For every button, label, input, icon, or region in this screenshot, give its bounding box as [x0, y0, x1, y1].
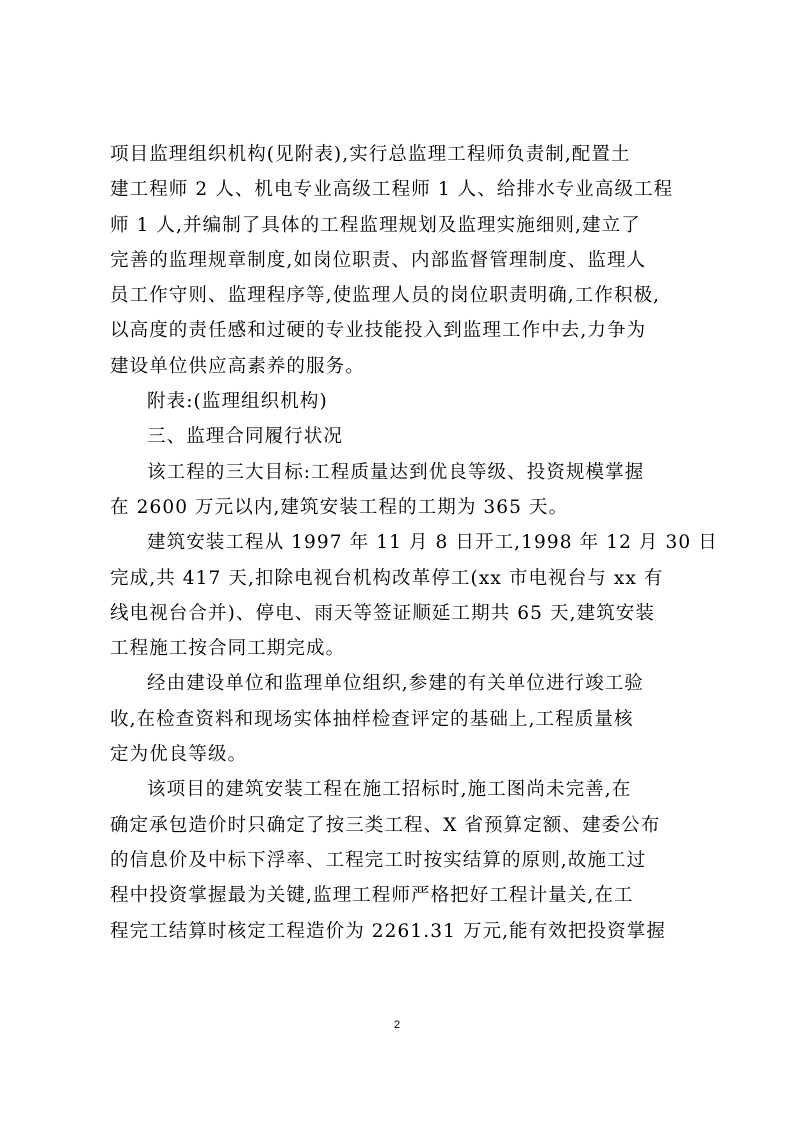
- section-heading: 三、监理合同履行状况: [147, 426, 344, 448]
- text-line: 以高度的责任感和过硬的专业技能投入到监理工作中去,力争为: [110, 320, 647, 342]
- text-line: 项目监理组织机构(见附表),实行总监理工程师负责制,配置土: [110, 144, 631, 165]
- text-line: 建设单位供应高素养的服务。: [110, 355, 365, 377]
- text-line: 线电视台合并)、停电、雨天等签证顺延工期共 65 天,建筑安装: [110, 602, 656, 624]
- text-line: 程完工结算时核定工程造价为 2261.31 万元,能有效把投资掌握: [110, 920, 666, 942]
- text-line: 定为优良等级。: [110, 744, 248, 766]
- text-line: 经由建设单位和监理单位组织,参建的有关单位进行竣工验: [147, 673, 644, 695]
- text-line: 的信息价及中标下浮率、工程完工时按实结算的原则,故施工过: [110, 849, 647, 871]
- text-line: 完善的监理规章制度,如岗位职责、内部监督管理制度、监理人: [110, 249, 647, 271]
- text-line: 确定承包造价时只确定了按三类工程、X 省预算定额、建委公布: [110, 814, 661, 836]
- text-line: 该工程的三大目标:工程质量达到优良等级、投资规模掌握: [147, 461, 645, 483]
- page-number: 2: [393, 1019, 401, 1031]
- text-line: 师 1 人,并编制了具体的工程监理规划及监理实施细则,建立了: [110, 214, 641, 236]
- text-line: 建筑安装工程从 1997 年 11 月 8 日开工,1998 年 12 月 30 日: [147, 532, 718, 554]
- text-line: 附表:(监理组织机构): [147, 391, 328, 413]
- text-line: 程中投资掌握最为关键,监理工程师严格把好工程计量关,在工: [110, 885, 634, 907]
- text-line: 员工作守则、监理程序等,使监理人员的岗位职责明确,工作积极,: [110, 285, 661, 307]
- text-line: 建工程师 2 人、机电专业高级工程师 1 人、给排水专业高级工程: [110, 179, 674, 201]
- text-line: 在 2600 万元以内,建筑安装工程的工期为 365 天。: [110, 496, 569, 518]
- text-line: 完成,共 417 天,扣除电视台机构改革停工(xx 市电视台与 xx 有: [110, 567, 664, 589]
- text-line: 该项目的建筑安装工程在施工招标时,施工图尚未完善,在: [147, 779, 632, 801]
- body-text: [110, 137, 718, 949]
- text-line: 收,在检查资料和现场实体抽样检查评定的基础上,工程质量核: [110, 708, 634, 730]
- text-line: 工程施工按合同工期完成。: [110, 638, 346, 660]
